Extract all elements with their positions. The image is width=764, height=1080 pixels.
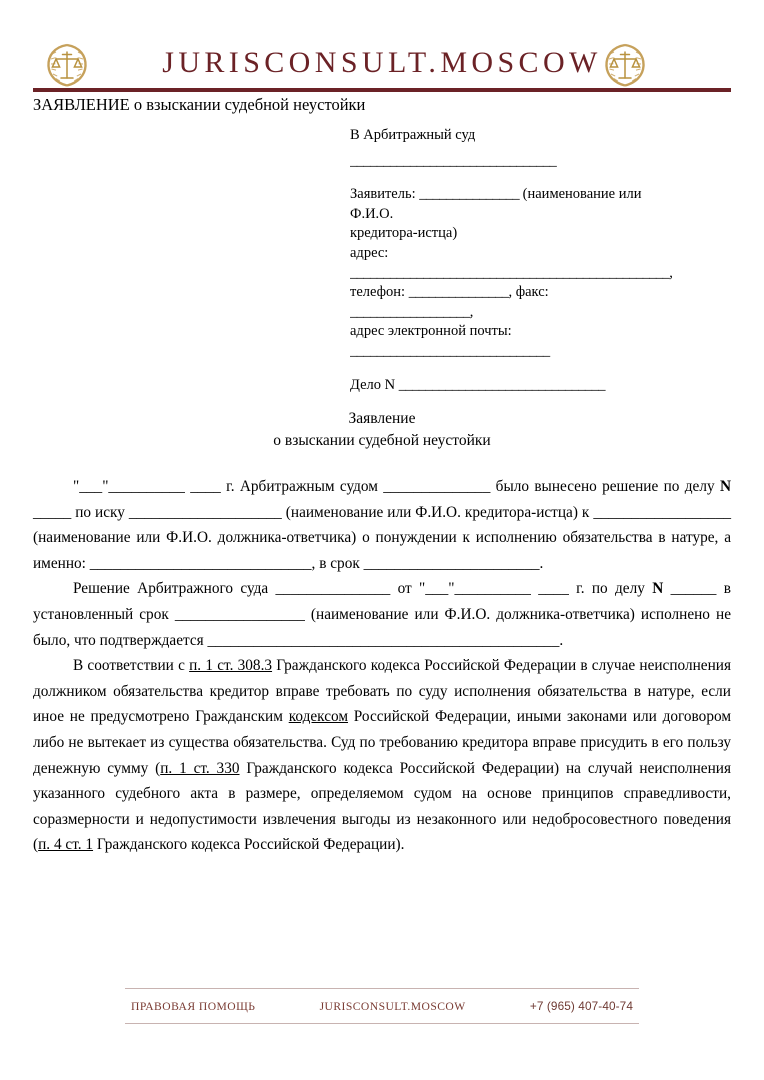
page-title: JURISCONSULT.MOSCOW	[162, 46, 602, 79]
court-name-blank: _______________________________	[350, 152, 557, 169]
p1-case-symbol: N	[719, 478, 731, 495]
email-label: адрес электронной почты:	[350, 323, 512, 340]
court-label: В Арбитражный суд	[350, 127, 476, 143]
applicant-note-1: (наименование или	[522, 186, 642, 203]
footer-phone-number: +7 (965) 407-40-74	[529, 999, 633, 1013]
document-title-line-1: Заявление	[348, 410, 416, 427]
phone-label: телефон:	[350, 284, 406, 301]
footer-divider-bottom	[125, 1023, 639, 1024]
p2-part-b: ______ в установленный срок _________________ (наименование или Ф.И.О. должника-ответчика) исполнено не было, что подтверждается ______________________________________________.	[33, 580, 731, 649]
phone-line	[350, 283, 710, 303]
law-link-gk-1[interactable]: п. 4 ст. 1	[38, 836, 94, 854]
address-blank: ________________________________________________,	[350, 264, 673, 281]
law-link-gk-330[interactable]: п. 1 ст. 330	[160, 759, 240, 777]
document-header	[0, 0, 764, 92]
applicant-note-2: Ф.И.О.	[350, 205, 394, 222]
header-divider	[33, 88, 731, 92]
fax-label: , факс:	[508, 284, 549, 301]
applicant-note-3: кредитора-истца)	[350, 225, 458, 242]
document-subtitle: ЗАЯВЛЕНИЕ о взыскании судебной неустойки	[33, 95, 366, 114]
case-number-line	[350, 376, 710, 396]
document-title-line-2: о взыскании судебной неустойки	[273, 432, 491, 449]
applicant-label: Заявитель:	[350, 186, 416, 203]
phone-blank: _______________	[408, 284, 509, 301]
document-body	[33, 474, 731, 858]
applicant-line	[350, 185, 710, 205]
p3-part-c: Российской Федерации, иными законами или договором либо не вытекает из существа обязательства. Суд по требованию кредитора вправе присудить в его пользу денежную сумму (	[33, 708, 732, 777]
footer-tagline: ПРАВОВАЯ ПОМОЩЬ	[131, 999, 256, 1013]
paragraph-3	[33, 653, 731, 858]
document-title	[0, 408, 764, 452]
p2-case-symbol: N	[652, 580, 664, 598]
p1-part-a: "___"__________ ____ г. Арбитражным судом ______________ было вынесено решение по делу	[73, 478, 720, 495]
p3-part-b: Гражданского кодекса Российской Федерации в случае неисполнения должником обязательства кредитор вправе требовать по суду исполнения обязательства в натуре, если иное не предусмотрено Гражданским	[33, 657, 731, 726]
p3-part-a: В соответствии с	[73, 657, 190, 675]
p2-part-a: Решение Арбитражного суда _______________ от "___"__________ ____ г. по делу	[73, 580, 653, 598]
law-link-gk-308-3[interactable]: п. 1 ст. 308.3	[189, 657, 273, 675]
footer-row	[125, 989, 639, 1023]
email-blank: ______________________________	[350, 342, 550, 359]
p1-part-b: _____ по иску ____________________ (наименование или Ф.И.О. кредитора-истца) к __________________ (наименование или Ф.И.О. должника-ответчика) о понуждении к исполнению обязательства в натуре, а именно: _____________________________, в срок _______________________.	[33, 503, 731, 572]
applicant-blank: _______________	[419, 186, 520, 203]
p3-part-e: Гражданского кодекса Российской Федерации).	[93, 836, 405, 854]
case-number-label: Дело N	[350, 376, 396, 393]
paragraph-2	[33, 576, 731, 653]
scales-of-justice-wreath-logo	[602, 42, 648, 88]
case-number-blank: _______________________________	[398, 376, 605, 393]
p3-part-d: Гражданского кодекса Российской Федерации) на случай неисполнения указанного судебного акта в размере, определяемом судом на основе принципов справедливости, соразмерности и недопустимости извлечения выгоды из незаконного или недобросовестного поведения (	[33, 759, 732, 854]
document-footer	[125, 988, 639, 1024]
law-link-kodeks[interactable]: кодексом	[288, 708, 349, 726]
addressee-block	[350, 126, 710, 395]
fax-blank: __________________,	[350, 303, 473, 320]
address-label: адрес:	[350, 244, 389, 261]
paragraph-1	[33, 474, 731, 576]
footer-site-name: JURISCONSULT.MOSCOW	[319, 999, 466, 1013]
